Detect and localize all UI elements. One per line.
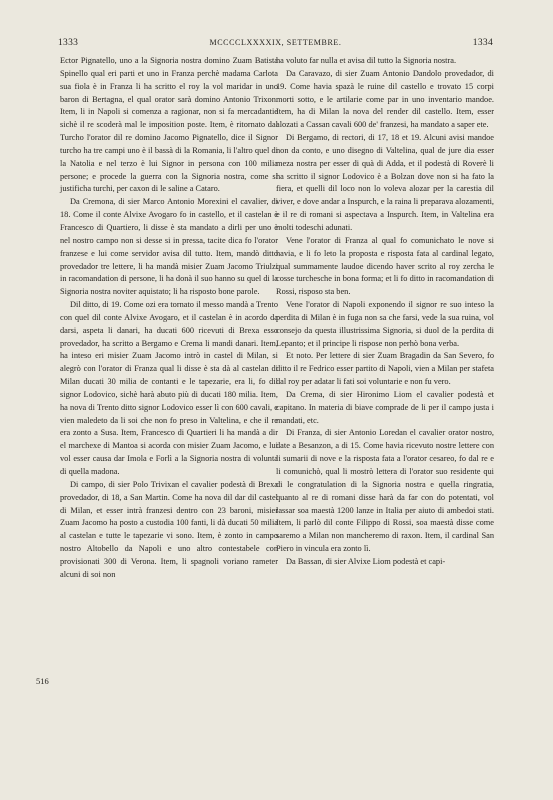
paragraph: Et noto. Per lettere di sier Zuam Bragadin da San Severo, fo ditto il re Fedrico esser partito di Napoli, vien a Milan per stafeta dal roy per adatar li fati soi voluntarie e non fu vero. — [276, 351, 494, 387]
paragraph: ha voluto far nulla et avisa dil tutto la Signoria nostra. — [276, 56, 457, 65]
paragraph: Da Crema, di sier Hironimo Liom el cavalier podestà et capitano. In materia di biave comprade de li per il campo justa i mandati, etc. — [276, 389, 494, 425]
paragraph: Dil ditto, di 19. Come ozi era tornato il messo mandà a Trento con quel dil conte Alvixe Avogaro, et il castelan è in acordo da darsi, aspeta li danari, ha ducati 600 ricevuti di Brexa esso provedador, ha scritto a Bergamo e Crema li mandi danari. Item, ha inteso eri misier Zuam Jacomo intrò in castel di Milan, si alegrò con l'orator di Franza qual li disse è sta dà al castelan di Milan ducati 30 milia de contanti e le tapezarie, era li, fo dil signor Lodovico, sichè harà abuto più di ducati 180 milia. Item, ha nova di Trento ditto signor Lodovico esser lì con 600 cavali, e vien maledeto da li soi che non fo preso in Valtelina, e che il re era zonto a Susa. Item, Francesco di Quartieri li ha mandà a dir el marchexe di Mantoa si acorda con misier Zuam Jacomo, e lui vol esser causa dar Imola e Forlì a la Signoria nostra di volunta di quella madona. — [60, 300, 278, 476]
left-page-number: 1333 — [58, 38, 79, 48]
paragraph: Ector Pignatello, uno a la Signoria nostra domino Zuam Batista Spinello qual eri parti et uno in Franza perchè madama Carlota sua fiola è in Franza li ha scritto el roy la vol maridar in uno baron di Bertagna, el qual orator sarà domino Antonio Trixon. Item, li in Napoli si comenza a ragionar, non si fa mercadantie sichè il re scoderà mal le imposition poste. Item, è ritornato dal Turcho l'orator dil re domino Jacomo Pignatello, dice il Signor turcho ha tre campi uno è il bassà di la Romania, li l'altro quel di la Natolia e nel terzo è lui Signor in persona con 100 milia persone; e procede la guerra con la Signoria nostra, come si justificha turchi, per caxon di le saline a Cataro. — [60, 56, 278, 194]
page-header — [58, 38, 493, 52]
running-title: MCCCCLXXXXIX, SETTEMBRE. — [209, 38, 342, 47]
paragraph: Di Bergamo, di rectori, di 17, 18 et 19. Alcuni avisi mandoe non da conto, e uno disegno di Valtelina, qual de jure dia esser meza nostra per esser di quà di Adda, et il podestà di Roverè li ha scritto il signor Lodovico è a Bolzan dove non si ha fato la fiera, et quelli dil loco non lo voleva alozar per la carestia dil viver, e dove andar a Inspurch, e la raina li preparava alozamenti, e il re di romani si aspectava a Inspurch. Item, in Valtelina era molti todeschi adunati. — [276, 133, 494, 232]
paragraph: Vene l'orator di Franza al qual fo comunichato le nove si havia, e li fo leto la proposta e risposta fata al cardinal legato, qual summamente laudoe dicendo haver scrito al roy zercha le cosse turchesche in bona forma; et li fo ditto in racomandation di Rossi, risposo sta ben. — [276, 235, 494, 297]
margin-number: 516 — [36, 676, 49, 686]
paragraph: Di Franza, di sier Antonio Loredan el cavalier orator nostro, date a Besanzon, a di 15. Come havia ricevuto nostre lettere con li sumarii di nove e la risposta fata a l'orator cesareo, fo dal re e li comunichò, qual li mostrò lettera di l'orator suo residente qui di le congratulation di la Signoria nostra e quella ringratia, quanto al re di romani disse harà da far con do potentati, vol lassar soa maestà 1200 lanze in Italia per aiuto di ambedoi stati. Item, li parlò dil conte Filippo di Rossi, soa maestà disse come saremo a Milan non mancheremo di raxon. Item, il cardinal San Piero in vincula era zonto lì. — [276, 428, 494, 554]
paragraph: Da Cremona, di sier Marco Antonio Morexini el cavalier, di 18. Come il conte Alvixe Avogaro fo in castello, et il castelan è Francesco di Quartiero, li disse è sta mandato a dirli per uno è nel nostro campo non si desse si in pressa, tacite dica fo l'orator franzese e lui come servidor avisa dil tutto. Item, mandò ditto provedador tre lettere, li ha mandà misier Zuam Jacomo Triulzi in racomandation di persone, li ha donà il suo hanno su quel di la Signoria nostra noviter aquistato; li ha risposto bone parole. — [60, 197, 278, 297]
right-column — [276, 55, 494, 569]
left-column — [60, 55, 278, 582]
paragraph: Vene l'orator di Napoli exponendo il signor re suo inteso la perdita di Milan è in fuga non sa che farsi, vede la sua ruina, vol consejo da questa illustrissima Signoria, si duol de la perdita di Lepanto; et il principe li rispose non perhò bona verba. — [276, 300, 494, 348]
paragraph: Di campo, di sier Polo Trivixan el cavalier podestà di Brexa provedador, di 18, a San Martin. Come ha nova dil dar dil castel di Milan, et esser intrà franzesi dentro con 23 baroni, misier Zuam Jacomo ha posto a custodia 100 fanti, li dà ducati 50 milia al castelan e tutte le tapezarie vi sono. Item, è zonto in campo nostro Altobello da Napoli e uno altro contestabele con provisionati 300 di Verona. Item, li spagnoli voriano rameter alcuni di soi non — [60, 479, 278, 579]
paragraph: Da Bassan, di sier Alvixe Liom podestà et capi- — [286, 556, 446, 566]
right-page-number: 1334 — [472, 38, 493, 48]
paragraph: Da Caravazo, di sier Zuam Antonio Dandolo provedador, di 19. Come havia spazà le ruine dil castello e trovato 15 corpi morti sotto, e le artilarie come par in uno inventario mandoe. Item, ha di Milan la nova del render dil castello. Item, esser alozati a Cassan cavali 600 de' franzesi, ha mandato a saper ete. — [276, 68, 494, 130]
